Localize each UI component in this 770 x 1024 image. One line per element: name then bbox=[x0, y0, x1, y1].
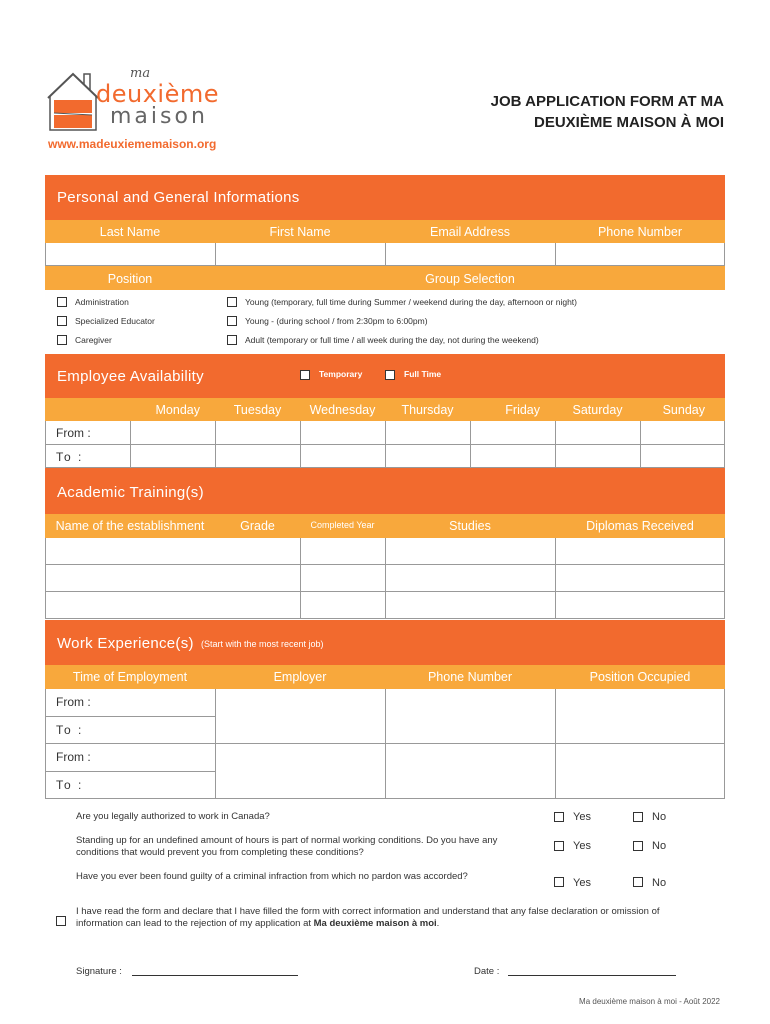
work-entry bbox=[45, 744, 725, 799]
work-phone-field[interactable] bbox=[386, 689, 556, 744]
sunday-from-field[interactable] bbox=[641, 421, 725, 445]
adult-label: Adult (temporary or full time / all week during the day, not during the weekend) bbox=[245, 335, 539, 345]
specialized-educator-label: Specialized Educator bbox=[75, 316, 155, 326]
q3-yes-label: Yes bbox=[573, 877, 591, 889]
work-to-label: To : bbox=[56, 778, 84, 792]
work-section-header bbox=[45, 620, 725, 665]
declaration-checkbox[interactable] bbox=[56, 916, 66, 926]
phone-field[interactable] bbox=[556, 243, 725, 266]
form-title-line1: JOB APPLICATION FORM AT MA bbox=[490, 93, 724, 110]
col-last-name: Last Name bbox=[99, 225, 161, 239]
young-fulltime-label: Young (temporary, full time during Summer / weekend during the day, afternoon or night) bbox=[245, 297, 577, 307]
work-note: (Start with the most recent job) bbox=[201, 639, 324, 649]
q1-no-checkbox[interactable] bbox=[633, 812, 643, 822]
col-email: Email Address bbox=[430, 225, 510, 239]
q2-yes-checkbox[interactable] bbox=[554, 841, 564, 851]
col-establishment: Name of the establishment bbox=[55, 519, 205, 533]
signature-label: Signature : bbox=[76, 966, 122, 977]
temporary-checkbox[interactable] bbox=[300, 370, 310, 380]
studies-field[interactable] bbox=[386, 538, 556, 565]
establishment-field[interactable] bbox=[46, 565, 301, 592]
diplomas-field[interactable] bbox=[556, 592, 725, 619]
studies-field[interactable] bbox=[386, 592, 556, 619]
day-thursday: Thursday bbox=[401, 403, 454, 417]
work-from-label: From : bbox=[56, 750, 91, 764]
employer-field[interactable] bbox=[216, 689, 386, 744]
academic-section-header bbox=[45, 468, 725, 514]
question-work-authorization: Are you legally authorized to work in Canada? bbox=[76, 811, 270, 822]
monday-from-field[interactable] bbox=[131, 421, 216, 445]
position-label: Position bbox=[107, 272, 153, 286]
work-entry bbox=[45, 689, 725, 744]
group-selection-label: Group Selection bbox=[425, 272, 515, 286]
employer-field[interactable] bbox=[216, 744, 386, 799]
young-school-checkbox[interactable] bbox=[227, 316, 237, 326]
personal-input-row bbox=[45, 243, 725, 266]
col-completed-year: Completed Year bbox=[310, 520, 375, 530]
email-field[interactable] bbox=[386, 243, 556, 266]
declaration-body: I have read the form and declare that I have filled the form with correct information and understand that any false declaration or omission of information can lead to the rejection of my application at bbox=[76, 906, 660, 929]
work-phone-field[interactable] bbox=[386, 744, 556, 799]
house-logo-icon bbox=[44, 68, 102, 134]
academic-row bbox=[45, 592, 725, 619]
q1-no-label: No bbox=[652, 811, 667, 823]
temporary-label: Temporary bbox=[319, 369, 363, 379]
availability-from-row bbox=[45, 421, 725, 445]
young-school-label: Young - (during school / from 2:30pm to 6:00pm) bbox=[245, 316, 428, 326]
q2-no-label: No bbox=[652, 840, 667, 852]
saturday-from-field[interactable] bbox=[556, 421, 641, 445]
declaration-org-name: Ma deuxième maison à moi bbox=[313, 918, 437, 929]
academic-row bbox=[45, 565, 725, 592]
monday-to-field[interactable] bbox=[131, 445, 216, 468]
personal-section-header bbox=[45, 175, 725, 220]
last-name-field[interactable] bbox=[46, 243, 216, 266]
col-studies: Studies bbox=[449, 519, 491, 533]
q2-yes-label: Yes bbox=[573, 840, 591, 852]
availability-to-row bbox=[45, 445, 725, 468]
col-time-employment: Time of Employment bbox=[72, 670, 188, 684]
work-to-label: To : bbox=[56, 723, 84, 737]
day-wednesday: Wednesday bbox=[309, 403, 376, 417]
academic-column-headers bbox=[45, 514, 725, 538]
day-tuesday: Tuesday bbox=[233, 403, 282, 417]
q3-no-label: No bbox=[652, 877, 667, 889]
availability-from-label: From : bbox=[56, 426, 91, 440]
signature-line[interactable] bbox=[132, 975, 298, 976]
completed-year-field[interactable] bbox=[301, 565, 386, 592]
full-time-checkbox[interactable] bbox=[385, 370, 395, 380]
day-monday: Monday bbox=[155, 403, 200, 417]
diplomas-field[interactable] bbox=[556, 565, 725, 592]
first-name-field[interactable] bbox=[216, 243, 386, 266]
position-occupied-field[interactable] bbox=[556, 689, 725, 744]
friday-from-field[interactable] bbox=[471, 421, 556, 445]
availability-section-header bbox=[45, 354, 725, 398]
availability-heading: Employee Availability bbox=[57, 368, 204, 385]
completed-year-field[interactable] bbox=[301, 592, 386, 619]
diplomas-field[interactable] bbox=[556, 538, 725, 565]
day-saturday: Saturday bbox=[572, 403, 623, 417]
form-title-line2: DEUXIÈME MAISON À MOI bbox=[533, 114, 724, 131]
date-line[interactable] bbox=[508, 975, 676, 976]
tuesday-from-field[interactable] bbox=[216, 421, 301, 445]
website-url: www.madeuxiememaison.org bbox=[48, 137, 217, 151]
work-column-headers bbox=[45, 665, 725, 689]
saturday-to-field[interactable] bbox=[556, 445, 641, 468]
academic-row bbox=[45, 538, 725, 565]
q1-yes-checkbox[interactable] bbox=[554, 812, 564, 822]
academic-heading: Academic Training(s) bbox=[57, 484, 204, 501]
work-from-label: From : bbox=[56, 695, 91, 709]
specialized-educator-checkbox[interactable] bbox=[57, 316, 67, 326]
question-working-conditions: Standing up for an undefined amount of hours is part of normal working conditions. Do you have any conditions that would prevent you from completing these conditions? bbox=[76, 835, 498, 858]
col-phone: Phone Number bbox=[597, 225, 683, 239]
position-group-options bbox=[45, 291, 725, 353]
establishment-field[interactable] bbox=[46, 538, 301, 565]
wednesday-to-field[interactable] bbox=[301, 445, 386, 468]
days-header bbox=[45, 398, 725, 421]
logo-maison-text: maison bbox=[110, 104, 208, 129]
day-friday: Friday bbox=[505, 403, 540, 417]
form-title bbox=[491, 91, 724, 133]
col-first-name: First Name bbox=[269, 225, 331, 239]
caregiver-checkbox[interactable] bbox=[57, 335, 67, 345]
position-group-header bbox=[45, 266, 725, 290]
day-sunday: Sunday bbox=[662, 403, 705, 417]
logo-ma-text: ma bbox=[130, 66, 151, 81]
adult-checkbox[interactable] bbox=[227, 335, 237, 345]
thursday-to-field[interactable] bbox=[386, 445, 471, 468]
q2-no-checkbox[interactable] bbox=[633, 841, 643, 851]
establishment-field[interactable] bbox=[46, 592, 301, 619]
sunday-to-field[interactable] bbox=[641, 445, 725, 468]
administration-checkbox[interactable] bbox=[57, 297, 67, 307]
declaration-text bbox=[76, 906, 676, 930]
studies-field[interactable] bbox=[386, 565, 556, 592]
col-employer: Employer bbox=[273, 670, 327, 684]
caregiver-label: Caregiver bbox=[75, 335, 112, 345]
friday-to-field[interactable] bbox=[471, 445, 556, 468]
completed-year-field[interactable] bbox=[301, 538, 386, 565]
young-fulltime-checkbox[interactable] bbox=[227, 297, 237, 307]
work-heading: Work Experience(s) bbox=[57, 635, 194, 652]
position-occupied-field[interactable] bbox=[556, 744, 725, 799]
full-time-label: Full Time bbox=[404, 369, 442, 379]
declaration-end: . bbox=[436, 918, 440, 929]
thursday-from-field[interactable] bbox=[386, 421, 471, 445]
q3-yes-checkbox[interactable] bbox=[554, 877, 564, 887]
col-grade: Grade bbox=[240, 519, 275, 533]
col-position-occupied: Position Occupied bbox=[589, 670, 691, 684]
question-criminal-record: Have you ever been found guilty of a criminal infraction from which no pardon was accorded? bbox=[76, 871, 468, 882]
wednesday-from-field[interactable] bbox=[301, 421, 386, 445]
administration-label: Administration bbox=[75, 297, 129, 307]
q3-no-checkbox[interactable] bbox=[633, 877, 643, 887]
col-diplomas: Diplomas Received bbox=[586, 519, 694, 533]
date-label: Date : bbox=[474, 966, 500, 977]
personal-heading: Personal and General Informations bbox=[57, 189, 300, 206]
footer-text: Ma deuxième maison à moi - Août 2022 bbox=[579, 997, 720, 1006]
q1-yes-label: Yes bbox=[573, 811, 591, 823]
logo-deuxieme-text: deuxième bbox=[96, 80, 219, 108]
col-work-phone: Phone Number bbox=[427, 670, 513, 684]
availability-to-label: To : bbox=[56, 450, 84, 464]
tuesday-to-field[interactable] bbox=[216, 445, 301, 468]
personal-column-headers bbox=[45, 220, 725, 243]
